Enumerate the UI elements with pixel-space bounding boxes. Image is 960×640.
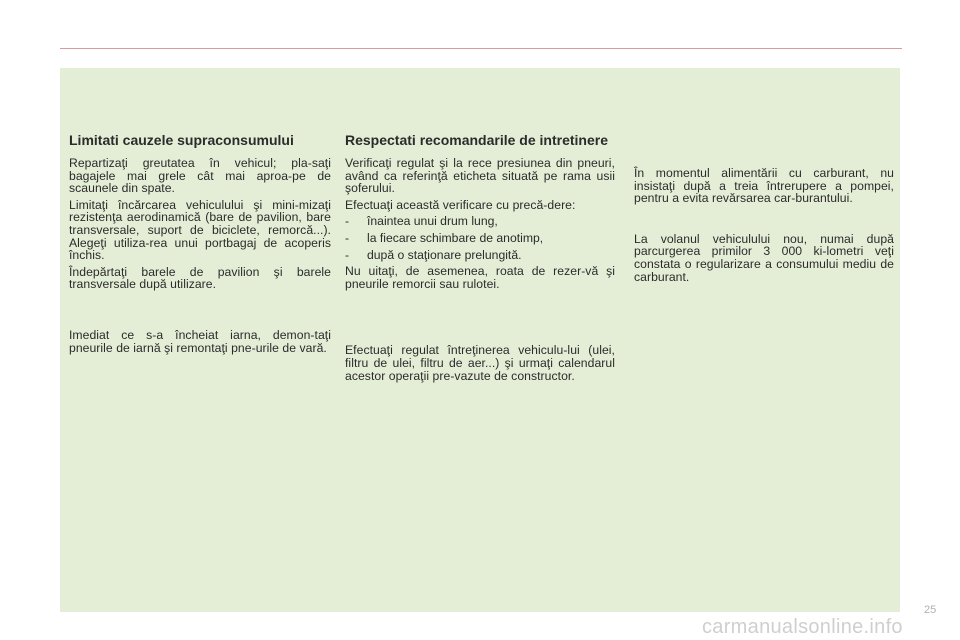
list-dash: - (345, 214, 350, 229)
paragraph-load: Limitaţi încărcarea vehiculului şi mini-mizaţi rezistenţa aerodinamică (bare de pavilion, bare transversale, suport de biciclete, remorcă...). Alegeţi utiliza-rea unui portbagaj de acoperis închis. (69, 197, 331, 263)
list-dash: - (345, 247, 350, 262)
paragraph-roof-bars: Îndepărtaţi barele de pavilion şi barele transversale după utilizare. (69, 264, 331, 292)
list-item-text: după o staţionare prelungită. (367, 247, 522, 262)
paragraph-spare-wheel: Nu uitaţi, de asemenea, roata de rezer-vă şi pneurile remorcii sau rulotei. (345, 264, 615, 291)
top-divider (60, 48, 902, 49)
column-maintenance (345, 132, 615, 386)
section-title-overconsumption: Limitati cauzele supraconsumului (69, 132, 294, 148)
list-item-text: înaintea unui drum lung, (367, 214, 498, 229)
column-fuel-overconsumption (69, 132, 331, 358)
list-item (345, 249, 615, 262)
paragraph-tyre-pressure: Verificaţi regulat şi la rece presiunea din pneuri, având ca referinţă eticheta situată pe rama usii şoferului. (345, 156, 615, 196)
paragraph-weight: Repartizaţi greutatea în vehicul; pla-saţi bagajele mai grele cât mai aproa-pe de scaunele din spate. (69, 156, 331, 196)
section-title-maintenance: Respectati recomandarile de intretinere (345, 132, 608, 148)
page-number: 25 (924, 604, 937, 616)
column-refuelling (634, 167, 894, 287)
content-panel (60, 68, 900, 612)
list-item (345, 215, 615, 228)
paragraph-servicing: Efectuaţi regulat întreţinerea vehiculu-lui (ulei, filtru de ulei, filtru de aer...) şi urmaţi calendarul acestor operaţii pre-vazute de constructor. (345, 343, 615, 383)
watermark-text: carmanualsonline.info (702, 616, 903, 638)
paragraph-check-intro: Efectuaţi această verificare cu precă-dere: (345, 197, 576, 212)
list-dash: - (345, 230, 350, 245)
list-item (345, 232, 615, 245)
paragraph-winter-tyres: Imediat ce s-a încheiat iarna, demon-taţi pneurile de iarnă şi remontaţi pne-urile de vară. (69, 327, 331, 355)
paragraph-refuelling: În momentul alimentării cu carburant, nu insistaţi după a treia întrerupere a pompei, pentru a evita revărsarea car-burantului. (634, 166, 894, 206)
list-item-text: la fiecare schimbare de anotimp, (367, 230, 544, 245)
paragraph-new-vehicle: La volanul vehiculului nou, numai după parcurgerea primilor 3 000 ki-lometri veţi constata o regularizare a consumului mediu de carburant. (634, 231, 894, 284)
